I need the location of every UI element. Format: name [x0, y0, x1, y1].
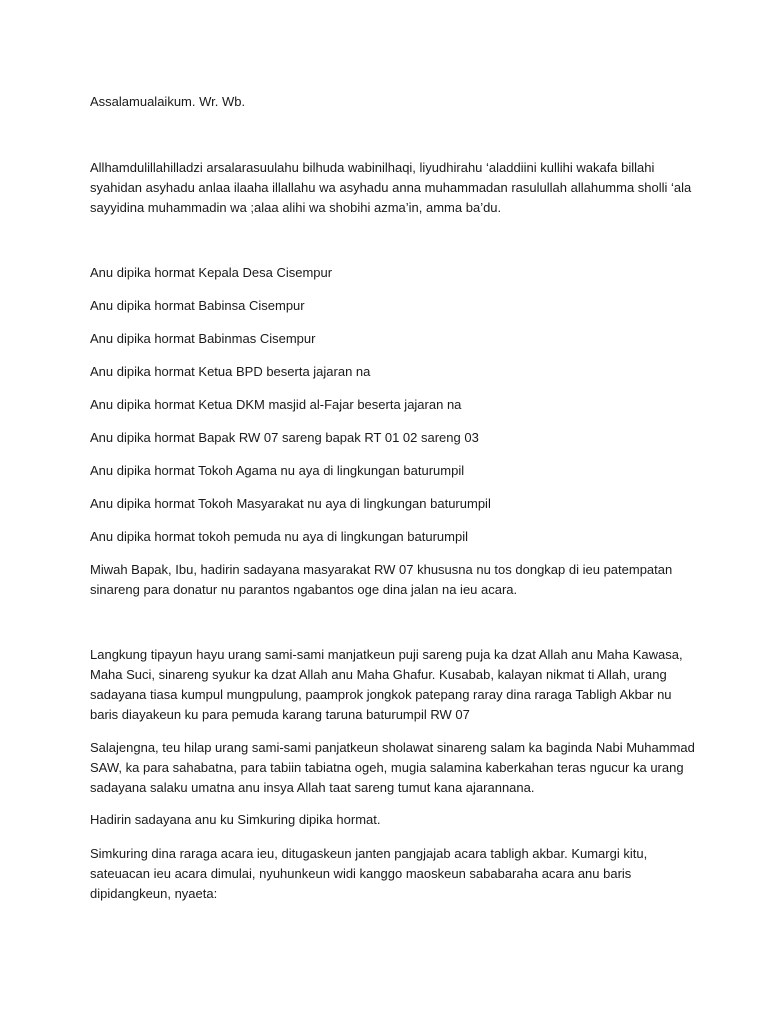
gratitude-line: Maha Suci, sinareng syukur ka dzat Allah anu Maha Ghafur. Kusabab, kalayan nikmat ti Allah, urang	[90, 667, 667, 682]
audience-line: Miwah Bapak, Ibu, hadirin sadayana masyarakat RW 07 khususna nu tos dongkap di ieu patempatan	[90, 562, 673, 577]
honorific-line	[90, 395, 690, 415]
gratitude-line: baris diayakeun ku para pemuda karang taruna baturumpil RW 07	[90, 707, 470, 722]
honorific-line	[90, 362, 690, 382]
honorific-line	[90, 428, 690, 448]
closing-line: sateuacan ieu acara dimulai, nyuhunkeun widi kanggo maoskeun sababaraha acara anu baris	[90, 866, 632, 881]
honorific-line	[90, 494, 690, 514]
closing-line: dipidangkeun, nyaeta:	[90, 886, 218, 901]
opening-paragraph	[90, 158, 690, 218]
honorific-line	[90, 461, 690, 481]
honorific-line	[90, 527, 690, 547]
closing-paragraph	[90, 844, 690, 904]
gratitude-line: Langkung tipayun hayu urang sami-sami manjatkeun puji sareng puja ka dzat Allah anu Maha Kawasa,	[90, 647, 683, 662]
greeting-text: Assalamualaikum. Wr. Wb.	[90, 94, 246, 109]
audience-paragraph	[90, 560, 690, 600]
opening-line: Allhamdulillahilladzi arsalarasuulahu bilhuda wabinilhaqi, liyudhirahu ‘aladdiini kullihi wakafa billahi	[90, 160, 655, 175]
honorific-text: Anu dipika hormat Kepala Desa Cisempur	[90, 265, 333, 280]
honorific-text: Anu dipika hormat tokoh pemuda nu aya di lingkungan baturumpil	[90, 529, 468, 544]
honorific-line	[90, 296, 690, 316]
audience-line: sinareng para donatur nu parantos ngabantos oge dina jalan na ieu acara.	[90, 582, 518, 597]
closing-line: Simkuring dina raraga acara ieu, ditugaskeun janten pangjajab acara tabligh akbar. Kumargi kitu,	[90, 846, 648, 861]
sholawat-line: SAW, ka para sahabatna, para tabiin tabiatna ogeh, mugia salamina kaberkahan teras ngucur ka urang	[90, 760, 684, 775]
honorific-line	[90, 263, 690, 283]
honorific-text: Anu dipika hormat Ketua BPD beserta jajaran na	[90, 364, 371, 379]
greeting-paragraph	[90, 92, 690, 112]
sholawat-paragraph	[90, 738, 695, 798]
honorific-text: Anu dipika hormat Tokoh Agama nu aya di lingkungan baturumpil	[90, 463, 465, 478]
respect-text: Hadirin sadayana anu ku Simkuring dipika hormat.	[90, 812, 381, 827]
sholawat-line: Salajengna, teu hilap urang sami-sami panjatkeun sholawat sinareng salam ka baginda Nabi Muhammad	[90, 740, 695, 755]
respect-paragraph	[90, 810, 690, 830]
gratitude-line: sadayana tiasa kumpul mungpulung, paamprok jongkok patepang raray dina raraga Tabligh Akbar nu	[90, 687, 672, 702]
honorific-text: Anu dipika hormat Ketua DKM masjid al-Fajar beserta jajaran na	[90, 397, 462, 412]
honorific-text: Anu dipika hormat Babinsa Cisempur	[90, 298, 305, 313]
honorific-text: Anu dipika hormat Bapak RW 07 sareng bapak RT 01 02 sareng 03	[90, 430, 479, 445]
sholawat-line: sadayana salaku umatna anu insya Allah taat sareng tumut kana ajarannana.	[90, 780, 535, 795]
opening-line: syahidan asyhadu anlaa ilaaha illallahu wa asyhadu anna muhammadan rasulullah allahumma sholli ‘ala	[90, 180, 692, 195]
honorific-text: Anu dipika hormat Tokoh Masyarakat nu aya di lingkungan baturumpil	[90, 496, 491, 511]
honorific-text: Anu dipika hormat Babinmas Cisempur	[90, 331, 316, 346]
gratitude-paragraph	[90, 645, 690, 725]
opening-line: sayyidina muhammadin wa ;alaa alihi wa shobihi azma’in, amma ba’du.	[90, 200, 502, 215]
honorific-line	[90, 329, 690, 349]
